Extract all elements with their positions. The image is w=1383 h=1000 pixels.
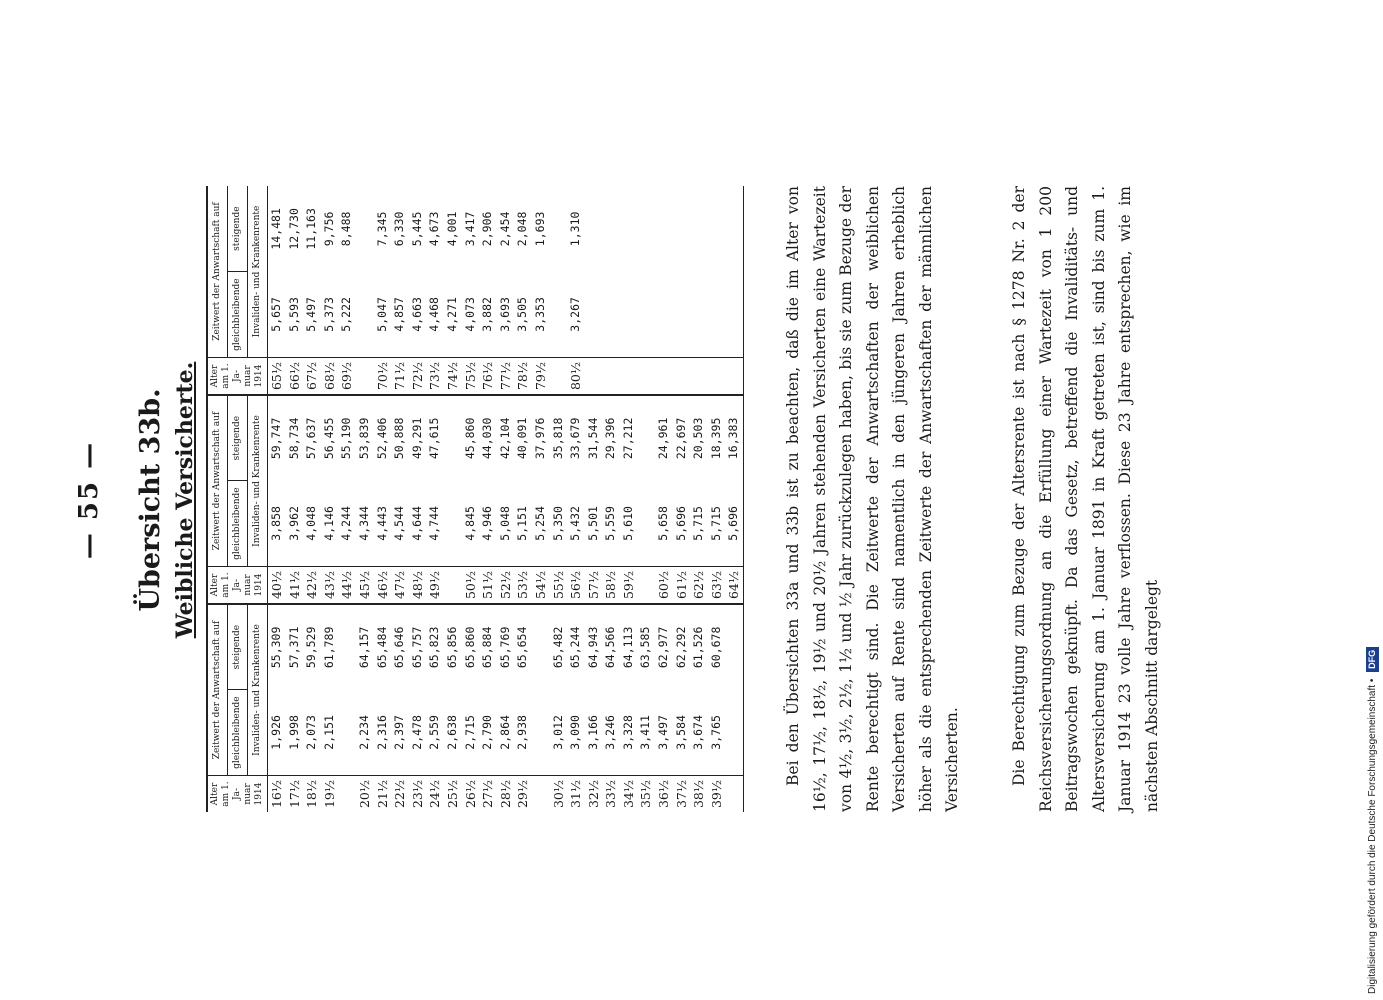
- age-cell: 48½: [409, 567, 427, 605]
- table-subtitle: Weibliche Versicherte.: [172, 361, 198, 639]
- table-row: [479, 186, 497, 812]
- table-row: [409, 186, 427, 812]
- rising-value-cell: 50,888: [391, 395, 409, 481]
- table-row: [303, 186, 321, 812]
- constant-value-cell: 3,267: [568, 297, 583, 332]
- rising-value-cell: 16,383: [725, 395, 743, 481]
- page-number: — 55 —: [74, 440, 104, 560]
- rising-column-header: steigende: [227, 186, 247, 272]
- constant-value-cell: 2,638: [444, 715, 459, 750]
- pension-type-header: Invaliden- und Krankenrente: [247, 395, 267, 567]
- age-cell: 16½: [268, 776, 286, 813]
- constant-value-cell: [338, 690, 356, 776]
- age-cell: 45½: [356, 567, 374, 605]
- rising-value-cell: 5,445: [409, 211, 424, 247]
- age-cell: 63½: [708, 567, 726, 605]
- constant-value-cell: 4,468: [427, 297, 442, 332]
- constant-value-cell: 5,657: [269, 297, 283, 332]
- rising-value-cell: 40,091: [514, 395, 532, 481]
- table-row: [497, 186, 515, 812]
- constant-value-cell: 3,497: [656, 715, 671, 750]
- age-cell: 42½: [303, 567, 321, 605]
- age-cell: 18½: [303, 776, 321, 813]
- dfg-logo-badge: DFG: [1366, 647, 1379, 672]
- age-cell: [690, 358, 708, 396]
- constant-value-cell: [637, 481, 655, 567]
- constant-value-cell: [637, 272, 655, 358]
- rising-value-cell: 65,823: [426, 604, 444, 690]
- constant-value-cell: 3,674: [691, 715, 706, 750]
- constant-value-cell: 1,926: [269, 715, 283, 750]
- age-cell: [620, 358, 638, 396]
- age-cell: [532, 776, 550, 813]
- age-cell: 70½: [374, 358, 392, 396]
- age-cell: [725, 358, 743, 396]
- age-cell: [356, 358, 374, 396]
- age-cell: 43½: [321, 567, 339, 605]
- age-cell: 80½: [567, 358, 585, 396]
- rising-value-cell: 11,163: [304, 208, 319, 250]
- rising-value-cell: 3,417: [462, 211, 477, 247]
- rising-value-cell: 1,693: [532, 211, 547, 247]
- table-row: [338, 186, 356, 812]
- table-row: [514, 186, 532, 812]
- digitization-credit: Digitalisierung gefördert durch die Deutsche Forschungsgemeinschaft • DFG: [1365, 0, 1381, 994]
- constant-value-cell: 3,246: [603, 715, 618, 750]
- age-cell: 69½: [338, 358, 356, 396]
- credit-text: Digitalisierung gefördert durch die Deutsche Forschungsgemeinschaft: [1367, 684, 1378, 994]
- age-cell: 65½: [268, 358, 286, 396]
- constant-value-cell: 5,501: [585, 506, 600, 541]
- constant-value-cell: 4,073: [462, 297, 477, 332]
- table-row: [567, 186, 585, 812]
- age-cell: 29½: [514, 776, 532, 813]
- rising-value-cell: 2,906: [480, 211, 495, 247]
- rising-value-cell: 63,585: [637, 604, 655, 690]
- age-cell: 53½: [514, 567, 532, 605]
- pension-type-header: Invaliden- und Krankenrente: [247, 186, 267, 358]
- rising-value-cell: [338, 604, 356, 690]
- age-cell: 75½: [462, 358, 480, 396]
- age-cell: 28½: [497, 776, 515, 813]
- rising-value-cell: 65,860: [462, 604, 480, 690]
- rising-value-cell: [356, 186, 374, 272]
- table-row: [532, 186, 550, 812]
- table-row: [462, 186, 480, 812]
- age-cell: 76½: [479, 358, 497, 396]
- rising-value-cell: [585, 186, 603, 272]
- rising-value-cell: [690, 186, 708, 272]
- table-title: Übersicht 33b.: [135, 388, 166, 612]
- age-cell: 20½: [356, 776, 374, 813]
- rising-value-cell: [637, 395, 655, 481]
- age-cell: 55½: [550, 567, 568, 605]
- constant-value-cell: 2,559: [427, 715, 442, 750]
- constant-value-cell: 3,328: [620, 715, 635, 750]
- rising-value-cell: [725, 186, 743, 272]
- rising-value-cell: 6,330: [392, 211, 407, 247]
- rising-value-cell: 65,654: [514, 604, 532, 690]
- age-cell: [637, 567, 655, 605]
- rising-value-cell: [708, 186, 726, 272]
- age-cell: 62½: [690, 567, 708, 605]
- rising-value-cell: 56,455: [321, 395, 339, 481]
- age-cell: 49½: [426, 567, 444, 605]
- age-cell: 74½: [444, 358, 462, 396]
- age-cell: 24½: [426, 776, 444, 813]
- constant-value-cell: 4,544: [392, 506, 407, 541]
- constant-column-header: gleichbleibende: [227, 481, 247, 567]
- age-cell: 37½: [673, 776, 691, 813]
- constant-value-cell: 2,397: [392, 715, 407, 750]
- age-column-header: Alter am 1. Ja- nuar 1914: [208, 358, 268, 396]
- constant-value-cell: 5,350: [550, 506, 565, 541]
- pension-type-header: Invaliden- und Krankenrente: [247, 604, 267, 776]
- age-cell: 79½: [532, 358, 550, 396]
- constant-value-cell: 2,938: [515, 715, 530, 750]
- constant-value-cell: 4,244: [339, 506, 354, 541]
- rising-value-cell: 55,309: [268, 604, 286, 690]
- constant-value-cell: 5,715: [691, 506, 706, 541]
- rising-value-cell: [532, 604, 550, 690]
- age-cell: 64½: [725, 567, 743, 605]
- table-row: [550, 186, 568, 812]
- constant-column-header: gleichbleibende: [227, 690, 247, 776]
- rising-value-cell: 65,484: [374, 604, 392, 690]
- rising-value-cell: [444, 395, 462, 481]
- rising-column-header: steigende: [227, 395, 247, 481]
- rising-value-cell: 64,566: [602, 604, 620, 690]
- rising-value-cell: 35,818: [550, 395, 568, 481]
- age-cell: 40½: [268, 567, 286, 605]
- rising-value-cell: 62,977: [655, 604, 673, 690]
- age-cell: 22½: [391, 776, 409, 813]
- constant-value-cell: [602, 272, 620, 358]
- rising-value-cell: 24,961: [655, 395, 673, 481]
- rising-value-cell: 9,756: [321, 211, 336, 247]
- rising-value-cell: 27,212: [620, 395, 638, 481]
- age-cell: 56½: [567, 567, 585, 605]
- constant-value-cell: 2,234: [356, 715, 371, 750]
- rising-value-cell: [673, 186, 691, 272]
- constant-value-cell: [356, 272, 374, 358]
- table-row: [620, 186, 638, 812]
- table-row: [602, 186, 620, 812]
- group-header: Zeitwert der Anwartschaft auf: [208, 604, 227, 776]
- rising-value-cell: 65,757: [409, 604, 427, 690]
- constant-value-cell: 4,644: [409, 506, 424, 541]
- rising-value-cell: 64,113: [620, 604, 638, 690]
- age-cell: 44½: [338, 567, 356, 605]
- rising-value-cell: 60,678: [708, 604, 726, 690]
- rising-value-cell: 44,030: [479, 395, 497, 481]
- group-header: Zeitwert der Anwartschaft auf: [208, 186, 227, 358]
- age-cell: [725, 776, 743, 813]
- annuity-table: [208, 186, 743, 812]
- age-cell: 30½: [550, 776, 568, 813]
- table-row: [356, 186, 374, 812]
- age-cell: [673, 358, 691, 396]
- constant-value-cell: 3,012: [550, 715, 565, 750]
- rising-value-cell: 1,310: [568, 211, 583, 247]
- age-cell: 58½: [602, 567, 620, 605]
- age-cell: 46½: [374, 567, 392, 605]
- table-row: [637, 186, 655, 812]
- age-cell: 23½: [409, 776, 427, 813]
- age-cell: 33½: [602, 776, 620, 813]
- rising-value-cell: [620, 186, 638, 272]
- constant-value-cell: [725, 690, 743, 776]
- rising-value-cell: 59,529: [303, 604, 321, 690]
- annuity-value-table: [206, 186, 744, 812]
- rising-value-cell: 59,747: [268, 395, 286, 481]
- constant-value-cell: 5,254: [532, 506, 547, 541]
- rising-value-cell: 57,637: [303, 395, 321, 481]
- constant-value-cell: 3,353: [532, 297, 547, 332]
- constant-value-cell: 2,790: [480, 715, 495, 750]
- constant-value-cell: [444, 481, 462, 567]
- rising-value-cell: 45,860: [462, 395, 480, 481]
- age-cell: 60½: [655, 567, 673, 605]
- age-cell: 66½: [286, 358, 304, 396]
- constant-value-cell: 2,864: [497, 715, 512, 750]
- age-cell: 51½: [479, 567, 497, 605]
- table-row: [444, 186, 462, 812]
- rising-value-cell: 33,679: [567, 395, 585, 481]
- paragraph-old-age-pension: Die Berechtigung zum Bezuge der Altersrente ist nach § 1278 Nr. 2 der Reichsversicherungsordnung an die Erfüllung einer Wartezeit von 1 200 Beitragswochen geknüpft. Da das Gesetz, betreffend die Invaliditäts- und Altersversicherung am 1. Januar 1891 in Kraft getreten ist, sind bis zum 1. Januar 1914 23 volle Jahre verflossen. Diese 23 Jahre entsprechen, wie im nächsten Abschnitt dargelegt: [1010, 186, 1161, 812]
- age-cell: 17½: [286, 776, 304, 813]
- rising-value-cell: 7,345: [374, 211, 389, 247]
- table-row: [673, 186, 691, 812]
- table-row: [585, 186, 603, 812]
- rising-value-cell: [725, 604, 743, 690]
- rising-value-cell: 53,839: [356, 395, 374, 481]
- age-cell: 61½: [673, 567, 691, 605]
- table-row: [374, 186, 392, 812]
- constant-value-cell: 5,593: [286, 297, 301, 332]
- constant-value-cell: 5,373: [321, 297, 336, 332]
- rising-value-cell: 2,454: [497, 211, 512, 247]
- table-row: [268, 186, 286, 812]
- rising-value-cell: 62,292: [673, 604, 691, 690]
- age-cell: [655, 358, 673, 396]
- age-cell: 59½: [620, 567, 638, 605]
- age-cell: 19½: [321, 776, 339, 813]
- paragraph-explanation: Bei den Übersichten 33a und 33b ist zu beachten, daß die im Alter von 16½, 17½, 18½, 19½ und 20½ Jahren stehenden Versicherten eine Wartezeit von 4½, 3½, 2½, 1½ und ½ Jahr zurückzulegen haben, bis sie zum Bezuge der Rente berechtigt sind. Die Zeitwerte der Anwartschaften der weiblichen Versicherten auf Rente sind namentlich in den jüngeren Jahren erheblich höher als die entsprechenden Zeitwerte der Anwartschaften der männlichen Versicherten.: [784, 186, 961, 812]
- table-row: [286, 186, 304, 812]
- age-cell: 71½: [391, 358, 409, 396]
- constant-value-cell: [725, 272, 743, 358]
- rising-value-cell: 61,526: [690, 604, 708, 690]
- age-cell: [550, 358, 568, 396]
- rising-value-cell: 65,244: [567, 604, 585, 690]
- age-cell: 41½: [286, 567, 304, 605]
- constant-value-cell: 5,610: [620, 506, 635, 541]
- constant-value-cell: 5,432: [568, 506, 583, 541]
- table-row: [708, 186, 726, 812]
- constant-value-cell: 5,696: [673, 506, 688, 541]
- rising-value-cell: 20,503: [690, 395, 708, 481]
- constant-value-cell: 1,998: [286, 715, 301, 750]
- constant-value-cell: 5,151: [515, 506, 530, 541]
- age-cell: 25½: [444, 776, 462, 813]
- rising-value-cell: 49,291: [409, 395, 427, 481]
- constant-value-cell: 5,559: [603, 506, 618, 541]
- rising-value-cell: 2,048: [515, 211, 530, 247]
- constant-value-cell: 5,696: [726, 506, 741, 541]
- age-cell: [338, 776, 356, 813]
- constant-value-cell: 3,505: [515, 297, 530, 332]
- rising-value-cell: 4,673: [427, 211, 442, 247]
- rising-value-cell: 18,395: [708, 395, 726, 481]
- age-cell: 26½: [462, 776, 480, 813]
- table-row: [321, 186, 339, 812]
- age-cell: 73½: [426, 358, 444, 396]
- age-cell: 50½: [462, 567, 480, 605]
- rising-value-cell: 52,406: [374, 395, 392, 481]
- rising-value-cell: 37,976: [532, 395, 550, 481]
- constant-value-cell: [620, 272, 638, 358]
- age-column-header: Alter am 1. Ja- nuar 1914: [208, 776, 268, 813]
- constant-value-cell: 4,271: [444, 297, 459, 332]
- rising-value-cell: 65,482: [550, 604, 568, 690]
- constant-value-cell: 3,962: [286, 506, 301, 541]
- rising-value-cell: 64,157: [356, 604, 374, 690]
- constant-value-cell: 3,693: [497, 297, 512, 332]
- constant-value-cell: [655, 272, 673, 358]
- age-column-header: Alter am 1. Ja- nuar 1914: [208, 567, 268, 605]
- constant-value-cell: 3,166: [585, 715, 600, 750]
- table-row: [690, 186, 708, 812]
- table-row: [426, 186, 444, 812]
- constant-value-cell: 3,882: [480, 297, 495, 332]
- age-cell: [585, 358, 603, 396]
- rising-value-cell: [655, 186, 673, 272]
- constant-value-cell: 4,048: [304, 506, 319, 541]
- constant-value-cell: 4,146: [321, 506, 336, 541]
- constant-value-cell: 4,344: [356, 506, 371, 541]
- age-cell: [602, 358, 620, 396]
- rising-value-cell: 55,190: [338, 395, 356, 481]
- age-cell: [637, 358, 655, 396]
- constant-value-cell: 3,090: [568, 715, 583, 750]
- age-cell: 21½: [374, 776, 392, 813]
- rising-value-cell: [637, 186, 655, 272]
- constant-value-cell: 4,443: [374, 506, 389, 541]
- constant-value-cell: 2,715: [462, 715, 477, 750]
- constant-value-cell: 3,765: [708, 715, 723, 750]
- rising-value-cell: 4,001: [444, 211, 459, 247]
- age-cell: [444, 567, 462, 605]
- age-cell: 35½: [637, 776, 655, 813]
- age-cell: 32½: [585, 776, 603, 813]
- rising-value-cell: [602, 186, 620, 272]
- rising-value-cell: 65,884: [479, 604, 497, 690]
- constant-value-cell: [708, 272, 726, 358]
- table-row: [391, 186, 409, 812]
- constant-value-cell: 2,478: [409, 715, 424, 750]
- age-cell: 57½: [585, 567, 603, 605]
- age-cell: 36½: [655, 776, 673, 813]
- age-cell: 78½: [514, 358, 532, 396]
- age-cell: 68½: [321, 358, 339, 396]
- age-cell: 72½: [409, 358, 427, 396]
- age-cell: 52½: [497, 567, 515, 605]
- constant-value-cell: 2,316: [374, 715, 389, 750]
- rising-value-cell: 14,481: [269, 208, 283, 250]
- constant-value-cell: 5,715: [708, 506, 723, 541]
- rising-value-cell: 65,769: [497, 604, 515, 690]
- rising-value-cell: 29,396: [602, 395, 620, 481]
- constant-value-cell: [550, 272, 568, 358]
- constant-value-cell: 4,857: [392, 297, 407, 332]
- age-cell: [708, 358, 726, 396]
- constant-value-cell: 3,411: [638, 715, 653, 750]
- rising-column-header: steigende: [227, 604, 247, 690]
- rising-value-cell: 47,615: [426, 395, 444, 481]
- rising-value-cell: 42,104: [497, 395, 515, 481]
- rising-value-cell: 57,371: [286, 604, 304, 690]
- age-cell: 34½: [620, 776, 638, 813]
- constant-value-cell: 3,584: [673, 715, 688, 750]
- rising-value-cell: 8,488: [339, 211, 354, 247]
- constant-value-cell: [690, 272, 708, 358]
- rising-value-cell: 58,734: [286, 395, 304, 481]
- table-row: [655, 186, 673, 812]
- age-cell: 67½: [303, 358, 321, 396]
- age-cell: 38½: [690, 776, 708, 813]
- constant-value-cell: 2,151: [321, 715, 336, 750]
- constant-value-cell: 4,663: [409, 297, 424, 332]
- rising-value-cell: 12,730: [286, 208, 301, 250]
- age-cell: 27½: [479, 776, 497, 813]
- constant-value-cell: [585, 272, 603, 358]
- age-cell: 77½: [497, 358, 515, 396]
- age-cell: 54½: [532, 567, 550, 605]
- rising-value-cell: 65,646: [391, 604, 409, 690]
- rising-value-cell: 61,789: [321, 604, 339, 690]
- constant-value-cell: [532, 690, 550, 776]
- constant-value-cell: 5,222: [339, 297, 354, 332]
- table-row: [725, 186, 743, 812]
- constant-column-header: gleichbleibende: [227, 272, 247, 358]
- constant-value-cell: 4,845: [462, 506, 477, 541]
- constant-value-cell: 5,048: [497, 506, 512, 541]
- age-cell: 39½: [708, 776, 726, 813]
- age-cell: 31½: [567, 776, 585, 813]
- rising-value-cell: 31,544: [585, 395, 603, 481]
- rising-value-cell: [550, 186, 568, 272]
- rising-value-cell: 65,856: [444, 604, 462, 690]
- rising-value-cell: 22,697: [673, 395, 691, 481]
- constant-value-cell: 5,047: [374, 297, 389, 332]
- constant-value-cell: 4,946: [480, 506, 495, 541]
- constant-value-cell: 3,858: [269, 506, 283, 541]
- constant-value-cell: 5,497: [304, 297, 319, 332]
- constant-value-cell: 2,073: [304, 715, 319, 750]
- group-header: Zeitwert der Anwartschaft auf: [208, 395, 227, 567]
- age-cell: 47½: [391, 567, 409, 605]
- constant-value-cell: 5,658: [656, 506, 671, 541]
- constant-value-cell: [673, 272, 691, 358]
- rising-value-cell: 64,943: [585, 604, 603, 690]
- constant-value-cell: 4,744: [427, 506, 442, 541]
